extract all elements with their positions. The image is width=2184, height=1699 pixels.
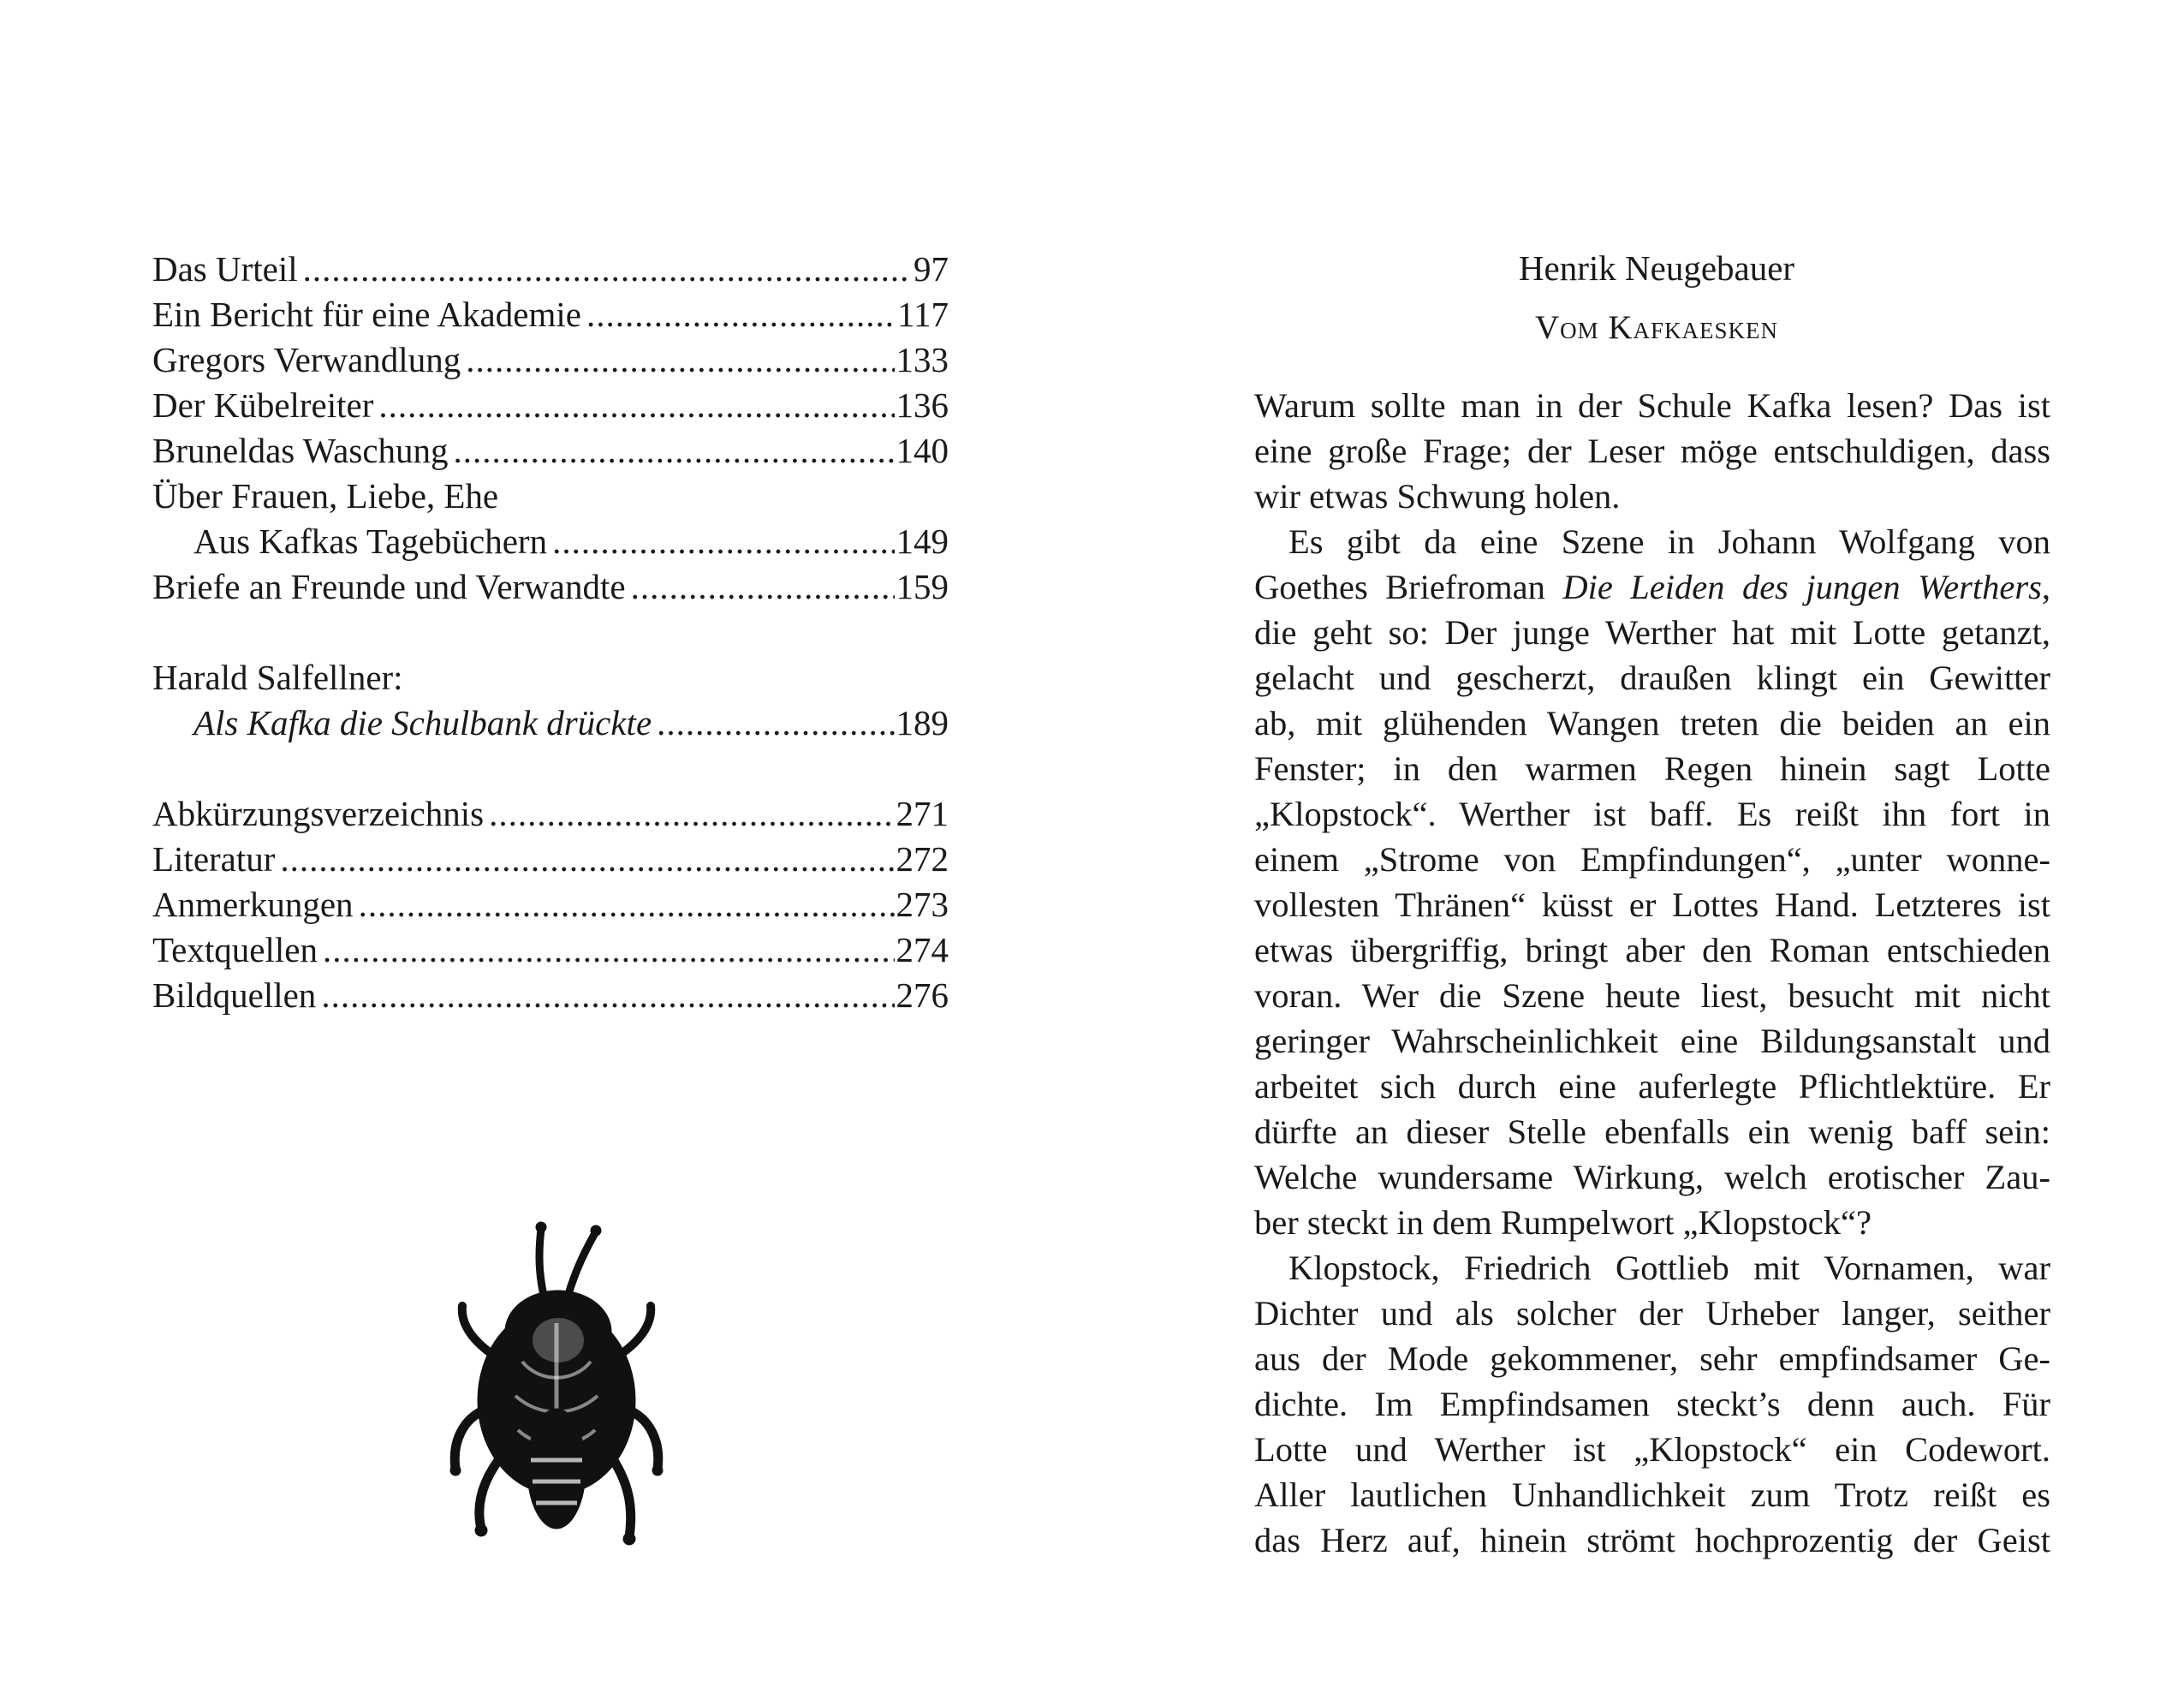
toc-entry[interactable] bbox=[152, 428, 949, 474]
toc-leader-dots bbox=[466, 337, 894, 383]
essay-line: eine große Frage; der Leser möge entschuldigen, dass bbox=[1254, 432, 2050, 470]
toc-leader-dots bbox=[378, 383, 894, 428]
toc-entry[interactable] bbox=[152, 383, 949, 428]
essay-title: Vom Kafkaesken bbox=[1534, 309, 1779, 346]
toc-leader-dots bbox=[489, 791, 894, 837]
essay-book-title: Die Leiden des jungen Werthers bbox=[1562, 568, 2042, 606]
essay-line: voran. Wer die Szene heute liest, besucht mit nicht bbox=[1254, 976, 2050, 1015]
toc-entry-title: Als Kafka die Schulbank drückte bbox=[193, 703, 652, 742]
toc-entry-page: 97 bbox=[913, 249, 949, 289]
toc-entry-page: 276 bbox=[896, 975, 949, 1015]
essay-line: Aller lautlichen Unhandlichkeit zum Trotz reißt es bbox=[1254, 1475, 2050, 1514]
essay-line: Dichter und als solcher der Urheber langer, seither bbox=[1254, 1294, 2050, 1332]
toc-entry-title: Bruneldas Waschung bbox=[152, 431, 449, 470]
essay-line: Lotte und Werther ist „Klopstock“ ein Codewort. bbox=[1254, 1430, 2050, 1469]
toc-entry-page: 149 bbox=[896, 522, 949, 561]
toc-entry-title: Briefe an Freunde und Verwandte bbox=[152, 567, 626, 606]
beetle-icon bbox=[437, 1212, 676, 1554]
table-of-contents bbox=[152, 247, 949, 1018]
toc-author-heading bbox=[152, 655, 949, 700]
toc-leader-dots bbox=[303, 247, 912, 292]
essay-line: gelacht und gescherzt, draußen klingt ein Gewitter bbox=[1254, 659, 2050, 697]
toc-leader-dots bbox=[323, 927, 895, 973]
toc-entry[interactable] bbox=[152, 882, 949, 927]
essay-text: , bbox=[2041, 568, 2050, 606]
toc-leader-dots bbox=[454, 428, 895, 474]
essay-line: wir etwas Schwung holen. bbox=[1254, 477, 1621, 516]
toc-entry[interactable] bbox=[152, 337, 949, 383]
essay-line: einem „Strome von Empfindungen“, „unter wonne- bbox=[1254, 840, 2050, 879]
toc-spacer bbox=[152, 746, 949, 791]
toc-entry[interactable] bbox=[152, 791, 949, 837]
toc-leader-dots bbox=[321, 973, 894, 1018]
essay-line: Es gibt da eine Szene in Johann Wolfgang von bbox=[1288, 522, 2050, 561]
toc-entry[interactable] bbox=[152, 519, 949, 564]
toc-entry-title: Das Urteil bbox=[152, 249, 298, 289]
toc-entry-page: 133 bbox=[896, 340, 949, 379]
toc-entry-page: 117 bbox=[897, 295, 949, 334]
essay-body bbox=[1254, 383, 2050, 1563]
toc-entry[interactable] bbox=[152, 247, 949, 292]
toc-entry-page: 140 bbox=[896, 431, 949, 470]
toc-entry-title: Aus Kafkas Tagebüchern bbox=[193, 522, 548, 561]
essay-line: Warum sollte man in der Schule Kafka lesen? Das ist bbox=[1254, 386, 2050, 425]
toc-entry-page: 271 bbox=[896, 794, 949, 833]
toc-entry[interactable] bbox=[152, 700, 949, 746]
toc-entry-page: 136 bbox=[896, 385, 949, 425]
essay-line: ab, mit glühenden Wangen treten die beiden an ein bbox=[1254, 704, 2050, 742]
toc-entry-page: 272 bbox=[896, 839, 949, 879]
toc-entry-page: 189 bbox=[896, 703, 949, 742]
toc-leader-dots bbox=[586, 292, 896, 337]
essay-line: vollesten Thränen“ küsst er Lottes Hand. Letzteres ist bbox=[1254, 885, 2050, 924]
toc-leader-dots bbox=[280, 837, 894, 882]
toc-entry[interactable] bbox=[152, 927, 949, 973]
essay-line: Welche wundersame Wirkung, welch erotischer Zau- bbox=[1254, 1158, 2050, 1196]
essay-line: dichte. Im Empfindsamen steckt’s denn auch. Für bbox=[1254, 1385, 2050, 1423]
essay-line: die geht so: Der junge Werther hat mit Lotte getanzt, bbox=[1254, 613, 2050, 652]
toc-section-heading bbox=[152, 474, 949, 519]
toc-entry-title: Der Kübelreiter bbox=[152, 385, 374, 425]
toc-entry[interactable] bbox=[152, 564, 949, 610]
essay-line: das Herz auf, hinein strömt hochprozentig der Geist bbox=[1254, 1521, 2050, 1559]
toc-entry-page: 159 bbox=[896, 567, 949, 606]
toc-entry-title: Anmerkungen bbox=[152, 885, 354, 924]
essay-line: aus der Mode gekommener, sehr empfindsamer Ge- bbox=[1254, 1339, 2050, 1378]
essay-line: „Klopstock“. Werther ist baff. Es reißt ihn fort in bbox=[1254, 795, 2050, 833]
essay-author: Henrik Neugebauer bbox=[1518, 248, 1795, 288]
essay-line: arbeitet sich durch eine auferlegte Pflichtlektüre. Er bbox=[1254, 1067, 2050, 1106]
essay-line: ber steckt in dem Rumpelwort „Klopstock“? bbox=[1254, 1203, 1872, 1242]
toc-entry[interactable] bbox=[152, 973, 949, 1018]
essay-line: Klopstock, Friedrich Gottlieb mit Vornamen, war bbox=[1288, 1249, 2050, 1287]
toc-leader-dots bbox=[552, 519, 894, 564]
essay-line: etwas übergriffig, bringt aber den Roman entschieden bbox=[1254, 931, 2050, 969]
essay-line bbox=[1254, 564, 2050, 610]
toc-entry-title: Textquellen bbox=[152, 930, 318, 969]
toc-spacer bbox=[152, 610, 949, 655]
essay-text: Goethes Briefroman bbox=[1254, 568, 1545, 606]
toc-entry-page: 273 bbox=[896, 885, 949, 924]
toc-entry[interactable] bbox=[152, 837, 949, 882]
toc-leader-dots bbox=[359, 882, 895, 927]
toc-entry-title: Abkürzungsverzeichnis bbox=[152, 794, 485, 833]
toc-section-heading-text: Über Frauen, Liebe, Ehe bbox=[152, 476, 499, 516]
toc-author-name: Harald Salfellner: bbox=[152, 658, 403, 697]
essay-line: dürfte an dieser Stelle ebenfalls ein wenig baff sein: bbox=[1254, 1112, 2050, 1151]
toc-leader-dots bbox=[657, 700, 894, 746]
toc-entry-page: 274 bbox=[896, 930, 949, 969]
essay-line: Fenster; in den warmen Regen hinein sagt Lotte bbox=[1254, 749, 2050, 788]
toc-entry-title: Literatur bbox=[152, 839, 276, 879]
toc-entry-title: Ein Bericht für eine Akademie bbox=[152, 295, 581, 334]
essay-line: geringer Wahrscheinlichkeit eine Bildungsanstalt und bbox=[1254, 1022, 2050, 1060]
toc-entry-title: Gregors Verwandlung bbox=[152, 340, 461, 379]
toc-leader-dots bbox=[631, 564, 895, 610]
toc-entry[interactable] bbox=[152, 292, 949, 337]
toc-entry-title: Bildquellen bbox=[152, 975, 317, 1015]
